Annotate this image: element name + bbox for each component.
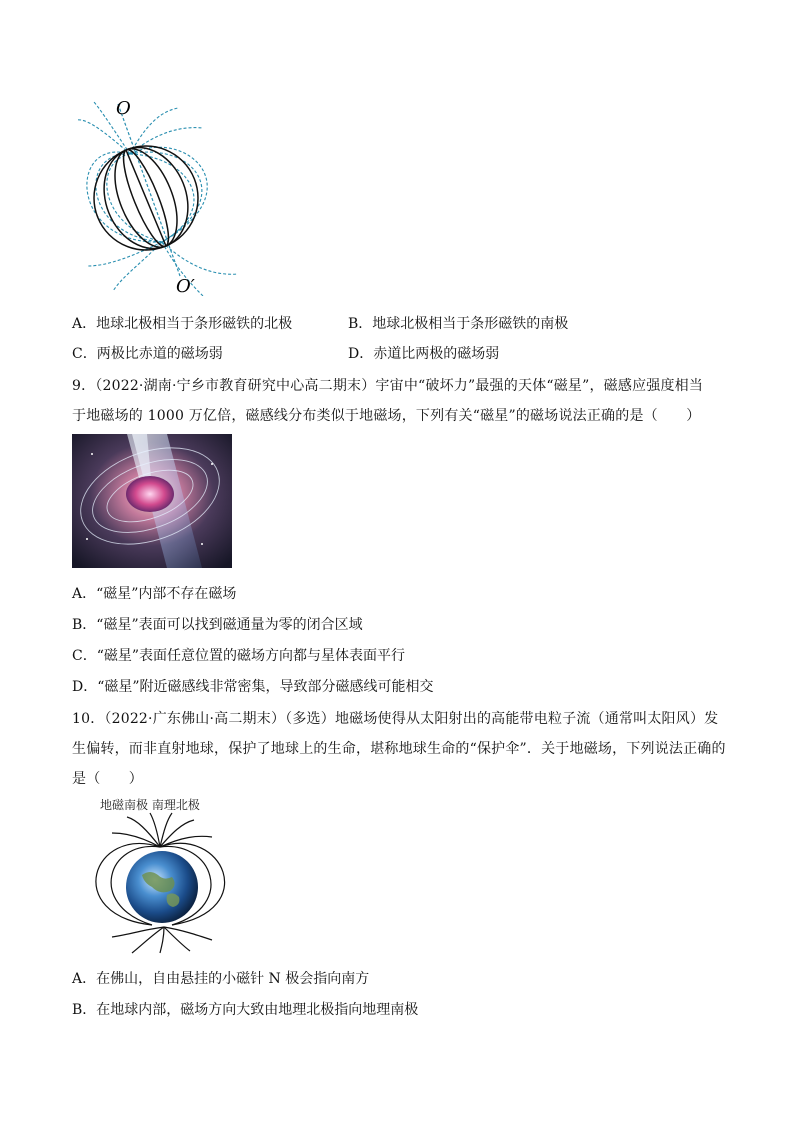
q10-option-a: A．在佛山，自由悬挂的小磁针 N 极会指向南方 [72,971,370,987]
q9-stem-line1: 9．（2022·湖南·宁乡市教育研究中心高二期末）宇宙中“破坏力”最强的天体“磁星”，磁感应强度相当 [72,378,704,394]
star-core [126,476,174,512]
q10-stem-line3: 是（ ） [72,771,143,787]
q10-stem-line1: 10．（2022·广东佛山·高二期末）（多选）地磁场使得从太阳射出的高能带电粒子流（通常叫太阳风）发 [72,711,719,727]
q10-stem-line2: 生偏转，而非直射地球，保护了地球上的生命，堪称地球生命的“保护伞”．关于地磁场，下列说法正确的 [72,741,726,757]
q9-stem-line2: 于地磁场的 1000 万亿倍，磁感线分布类似于地磁场，下列有关“磁星”的磁场说法正确的是（ ） [72,408,701,424]
q10-option-b: B．在地球内部，磁场方向大致由地理北极指向地理南极 [72,1002,419,1018]
q9-option-a: A．“磁星”内部不存在磁场 [72,586,237,602]
pole-labels: 地磁南极 南理北极 [100,798,200,812]
q9-option-b: B．“磁星”表面可以找到磁通量为零的闭合区域 [72,617,363,633]
field-lines [78,101,238,296]
q8-option-d: D．赤道比两极的磁场弱 [348,346,500,362]
q8-option-b: B．地球北极相当于条形磁铁的南极 [348,316,569,332]
q9-option-d: D．“磁星”附近磁感线非常密集，导致部分磁感线可能相交 [72,679,434,695]
q8-option-c: C．两极比赤道的磁场弱 [72,346,223,362]
q8-option-a: A．地球北极相当于条形磁铁的北极 [72,316,293,332]
earth-field-lines-figure [72,795,252,955]
q9-option-c: C．“磁星”表面任意位置的磁场方向都与星体表面平行 [72,648,406,664]
label-o-bottom: O′ [176,276,195,296]
earth-magnetic-field-diagram [78,96,248,296]
label-o-top: O [116,98,131,119]
magnetar-image [72,434,232,568]
